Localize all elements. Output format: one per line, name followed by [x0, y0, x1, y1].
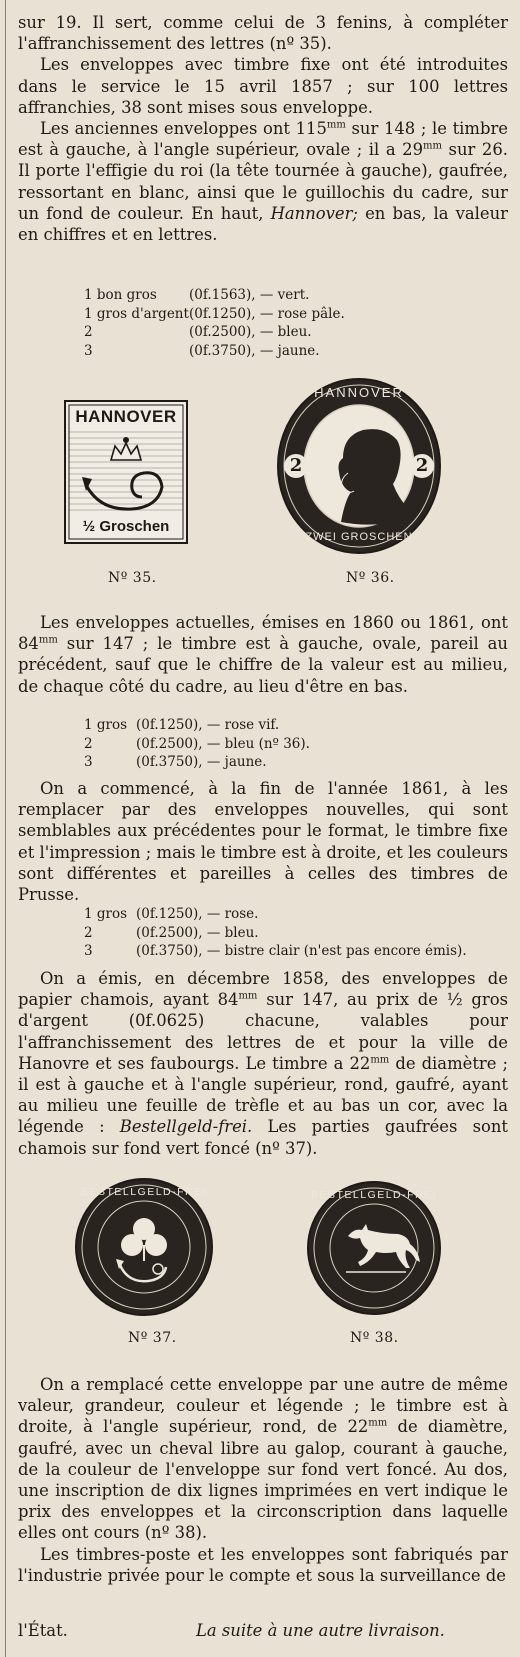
table-row: 2 (0f.2500), — bleu.	[84, 324, 312, 341]
caption-35: Nº 35.	[108, 570, 157, 586]
caption-36: Nº 36.	[346, 570, 395, 586]
paragraph-4: Les enveloppes actuelles, émises en 1860 ou 1861, ont $84^{mm}$ sur 147 ; le timbre est à gauche, ovale, pareil au précédent, sauf que le chiffre de la valeur est au milieu, de chaque côté du cadre, au lieu d'être en bas.	[18, 613, 508, 696]
table-row: 3 (0f.3750), — bistre clair (n'est pas encore émis).	[84, 943, 467, 960]
table-row: 3 (0f.3750), — jaune.	[84, 754, 267, 771]
table-row: 3 (0f.3750), — jaune.	[84, 342, 320, 359]
stamp-35-value-text: ½ Groschen	[82, 518, 170, 535]
final-line	[18, 1620, 508, 1641]
text-block-4	[18, 968, 508, 1159]
text-block-2	[18, 612, 508, 697]
paragraph-5: On a commencé, à la fin de l'année 1861, à les remplacer par des enveloppes nouvelles, qui sont semblables aux précédentes pour le format, le timbre fixe et l'impression ; mais le timbre est à droite, et les couleurs sont différentes et pareilles à celles des timbres de Prusse.	[18, 779, 508, 905]
table-row: 1 gros (0f.1250), — rose.	[84, 906, 259, 922]
stamp-35-top-text: HANNOVER	[75, 407, 177, 426]
stamp-36-digit-right: 2	[415, 455, 429, 476]
paragraph-7: On a remplacé cette enveloppe par une autre de même valeur, grandeur, couleur et légende ; le timbre est à droite, à l'angle supérieur, rond, de $22^{mm}$ de diamètre, gaufré, avec un cheval libre au galop, courant à gauche, de la couleur de l'enveloppe sur fond vert foncé. Au dos, une inscription de dix lignes imprimées en vert indique le prix des enveloppes et la circonscription dans laquelle elles ont cours (nº 38).	[18, 1375, 508, 1543]
stamp-36-bottom-text: ZWEI GROSCHEN	[305, 531, 413, 543]
stamp-35-figure	[64, 400, 188, 544]
stamp-38-figure	[306, 1180, 442, 1316]
text-block-3	[18, 778, 508, 905]
paragraph-3: Les anciennes enveloppes ont $115^{mm}$ sur 148 ; le timbre est à gauche, à l'angle supérieur, ovale ; il a $29^{mm}$ sur 26. Il porte l'effigie du roi (la tête tournée à gauche), gaufrée, ressortant en blanc, ainsi que le guillochis du cadre, sur un fond de couleur. En haut, Hannover; en bas, la valeur en chiffres et en lettres.	[18, 119, 508, 245]
table-row: 2 (0f.2500), — bleu (nº 36).	[84, 735, 310, 752]
paragraph-2: Les enveloppes avec timbre fixe ont été introduites dans le service le 15 avril 1857 ; sur 100 lettres affranchies, 38 sont mises sous enveloppe.	[18, 55, 508, 117]
stamp-36-top-text: HANNOVER	[314, 385, 404, 400]
paragraph-8: Les timbres-poste et les enveloppes sont fabriqués par l'industrie privée pour le compte et sous la surveillance de	[18, 1544, 508, 1585]
stamp-37-figure	[74, 1177, 214, 1317]
clover-horn-stamp-icon	[74, 1177, 214, 1317]
text-block-5	[18, 1374, 508, 1586]
stamp-36-figure	[276, 377, 442, 555]
continuation-note: La suite à une autre livraison.	[196, 1621, 445, 1640]
paragraph-6: On a émis, en décembre 1858, des enveloppes de papier chamois, ayant $84^{mm}$ sur 147, au prix de ½ gros d'argent (0f.0625) chacune, valables pour l'affranchissement des lettres de et pour la ville de Hanovre et ses faubourgs. Le timbre a $22^{mm}$ de diamètre ; il est à gauche et à l'angle supérieur, rond, gaufré, ayant au milieu une feuille de trèfle et au bas un cor, avec la légende : Bestellgeld-frei. Les parties gaufrées sont chamois sur fond vert foncé (nº 37).	[18, 969, 509, 1158]
table-row: 1 gros d'argent(0f.1250), — rose pâle.	[84, 305, 345, 322]
stamp-37-legend: BESTELLGELD-FREI	[80, 1186, 208, 1198]
table-row: 2 (0f.2500), — bleu.	[84, 924, 259, 941]
text-block-top	[18, 12, 508, 245]
table-row: 1 bon gros (0f.1563), — vert.	[84, 287, 310, 303]
stamp-38-legend: BESTELLGELD-FREI	[310, 1189, 438, 1201]
caption-37: Nº 37.	[128, 1330, 177, 1346]
price-table-3	[84, 905, 467, 961]
stamp-36-digit-left: 2	[289, 455, 303, 476]
caption-38: Nº 38.	[350, 1330, 399, 1346]
table-row: 1 gros (0f.1250), — rose vif.	[84, 717, 280, 733]
price-table-1	[84, 286, 345, 360]
left-margin-rule	[5, 0, 6, 1657]
price-table-2	[84, 716, 310, 772]
paragraph-1: sur 19. Il sert, comme celui de 3 fenins, à compléter l'affranchissement des lettres (nº 35).	[18, 13, 508, 54]
final-word: l'État.	[18, 1621, 68, 1640]
